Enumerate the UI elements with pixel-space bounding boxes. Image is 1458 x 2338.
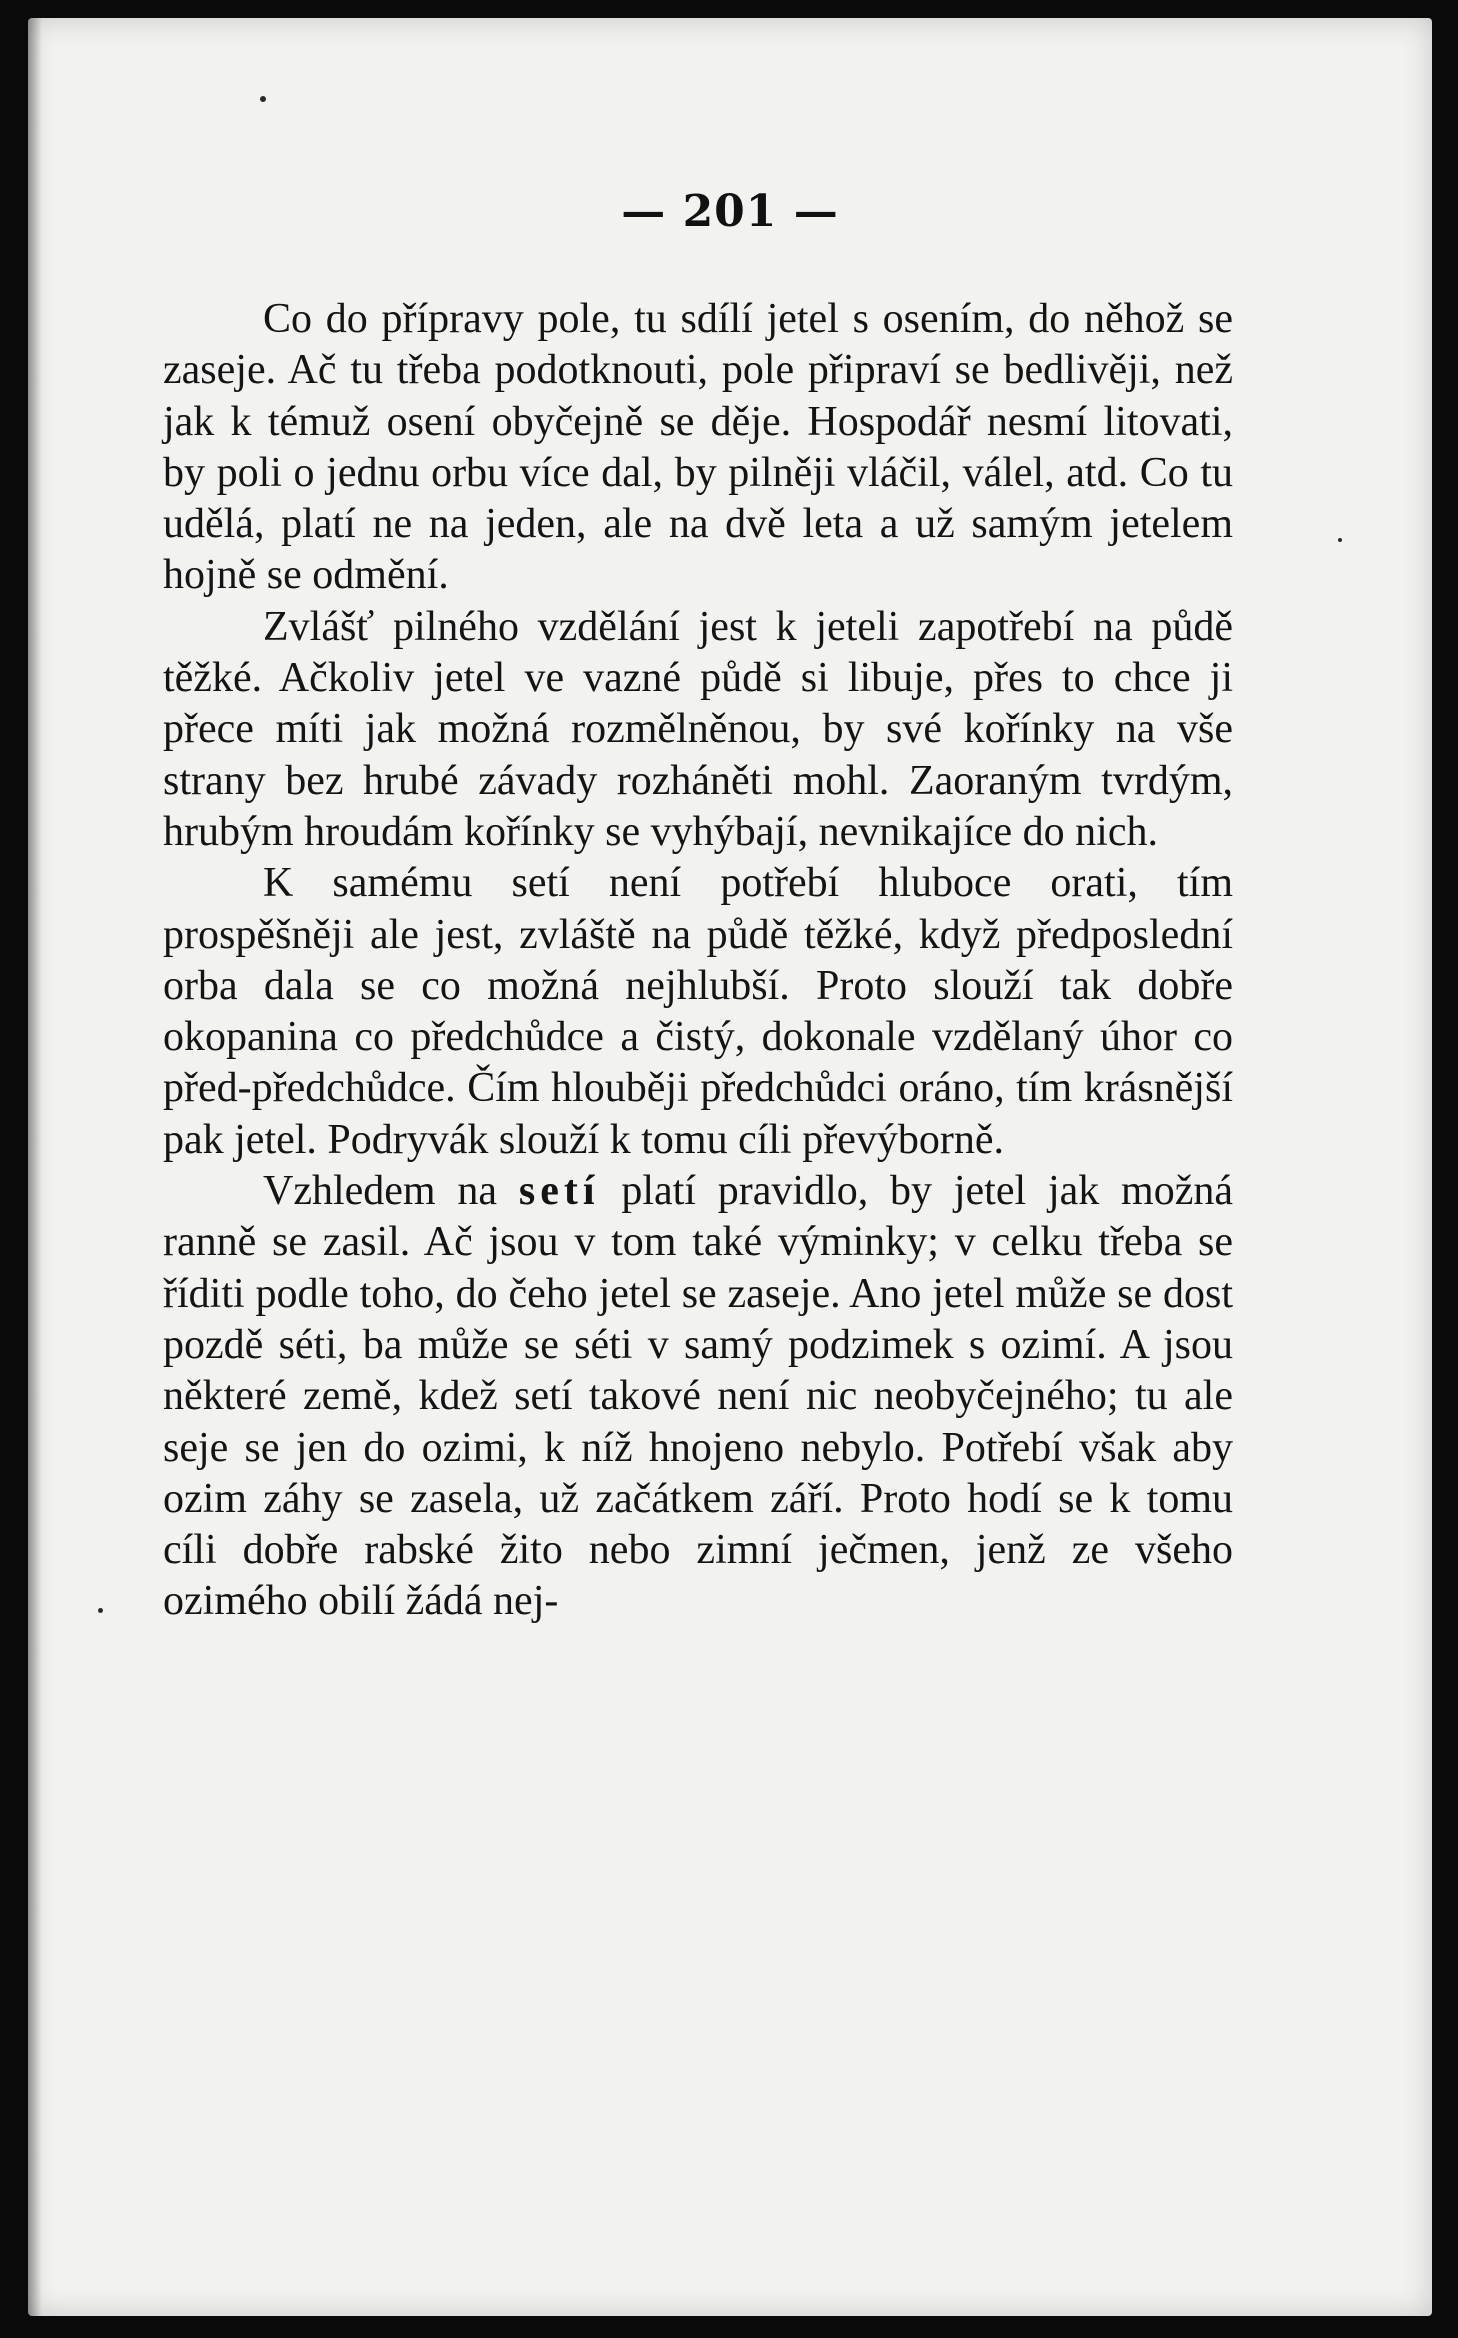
body-text (163, 294, 1233, 1628)
page-number: — 201 — (621, 186, 839, 237)
page-edge-shadow (28, 18, 42, 2316)
paragraph-lead-text: Vzhledem na (263, 1168, 498, 1215)
print-speck (260, 96, 266, 102)
paragraph-clover-preparation: Co do přípravy pole, tu sdílí jetel s osením, do něhož se zaseje. Ač tu třeba podotknouti, pole připraví se bedlivěji, než jak k témuž osení obyčejně se děje. Hospodář nesmí litovati, by poli o jednu orbu více dal, by pilněji vláčil, válel, atd. Co tu udělá, platí ne na jeden, ale na dvě leta a už samým jetelem hojně se odmění. (163, 296, 1233, 599)
paragraph-sowing-time (163, 1166, 1233, 1628)
print-speck (98, 1608, 103, 1613)
emphasized-word: setí (518, 1168, 600, 1215)
paragraph-continuation: platí pravidlo, by jetel jak možná ranně se zasil. Ač jsou v tom také výminky; v celku třeba se říditi podle toho, do čeho jetel se zaseje. Ano jetel může se dost pozdě séti, ba může se séti v samý podzimek s ozimí. A jsou některé země, kdež setí takové není nic neobyčejného; tu ale seje se jen do ozimi, k níž hnojeno nebylo. Potřebí však aby ozim záhy se zasela, už začátkem září. Proto hodí se k tomu cíli dobře rabské žito nebo zimní ječmen, jenž ze všeho ozimého obilí žádá nej- (163, 1168, 1234, 1625)
paragraph-heavy-soil: Zvlášť pilného vzdělání jest k jeteli zapotřebí na půdě těžké. Ačkoliv jetel ve vazné půdě si libuje, přes to chce ji přece míti jak možná rozmělněnou, by své kořínky na vše strany bez hrubé závady rozháněti mohl. Zaoraným tvrdým, hrubým hroudám kořínky se vyhýbají, nevnikajíce do nich. (163, 603, 1233, 855)
paragraph-plowing-depth: K samému setí není potřebí hluboce orati, tím prospěšněji ale jest, zvláště na půdě těžké, když předposlední orba dala se co možná nejhlubší. Proto slouží tak dobře okopanina co předchůdce a čistý, dokonale vzdělaný úhor co před-předchůdce. Čím hlouběji předchůdci oráno, tím krásnější pak jetel. Podryvák slouží k tomu cíli převýborně. (163, 860, 1233, 1163)
book-page (28, 18, 1432, 2316)
print-speck (1338, 538, 1342, 542)
